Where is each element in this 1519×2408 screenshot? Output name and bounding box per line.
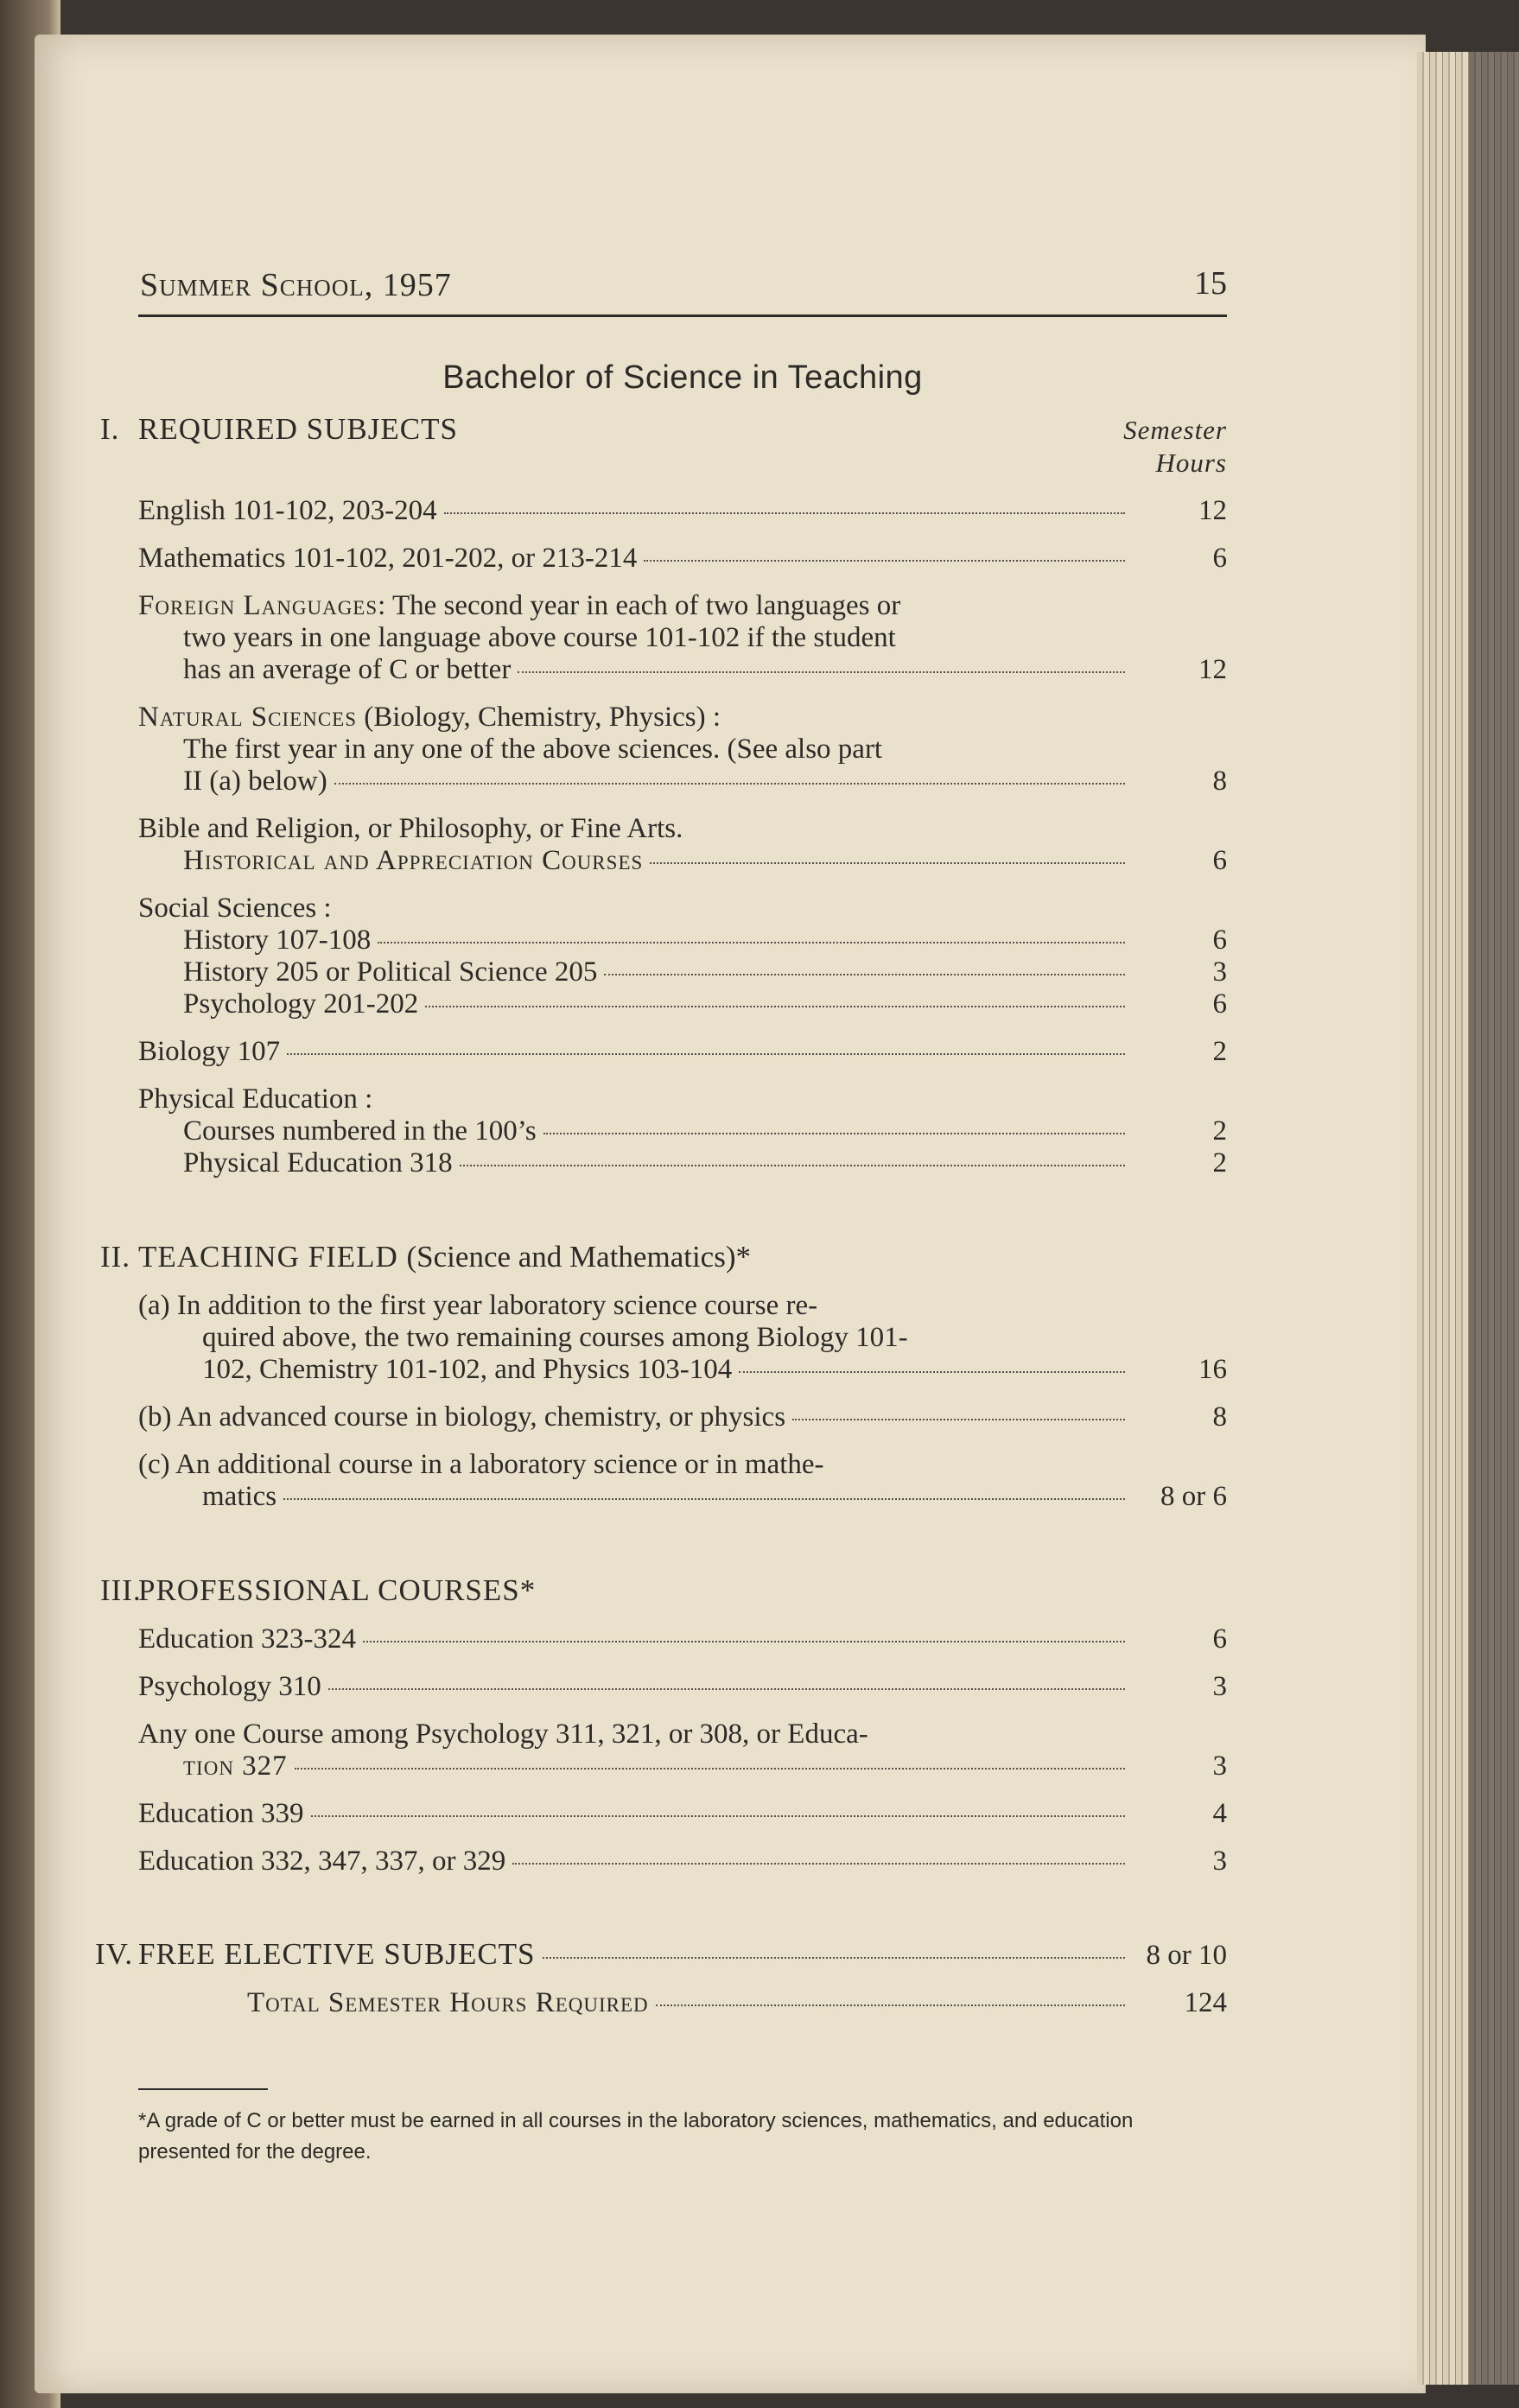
foreign-line3: has an average of C or better	[183, 654, 512, 685]
leader-dots	[512, 1863, 1125, 1865]
prof-hours: 6	[1212, 1623, 1227, 1655]
social-item-hours: 6	[1212, 988, 1227, 1020]
leader-dots	[334, 783, 1125, 785]
leader-dots	[604, 974, 1125, 975]
biology-courses: 107	[237, 1036, 281, 1067]
page-edges-shadow	[1469, 52, 1519, 2385]
foreign-label: Foreign Languages	[138, 590, 378, 621]
english-hours: 12	[1198, 495, 1227, 526]
degree-title: Bachelor of Science in Teaching	[442, 359, 923, 396]
foreign-languages-entry	[138, 590, 1227, 622]
pe-row-1	[138, 1115, 1227, 1147]
prof-row-4	[138, 1846, 1227, 1877]
teaching-b-hours: 8	[1212, 1401, 1227, 1433]
math-courses: 101-102, 201-202, or 213-214	[292, 543, 638, 574]
biology-hours: 2	[1212, 1036, 1227, 1067]
leader-dots	[311, 1815, 1125, 1817]
bible-hours: 6	[1212, 845, 1227, 876]
section-number: III.	[100, 1573, 142, 1607]
social-row-2	[138, 956, 1227, 988]
foreign-hours: 12	[1198, 654, 1227, 685]
section-title: REQUIRED SUBJECTS	[138, 412, 458, 446]
prof-courses: 332, 347, 337, or 329	[261, 1846, 506, 1877]
footnote: *A grade of C or better must be earned in all courses in the laboratory sciences, mathematics, and education presented for the degree.	[138, 2109, 1134, 2163]
header-rule	[138, 315, 1227, 317]
leader-dots	[283, 1498, 1125, 1500]
prof-hours: 3	[1212, 1846, 1227, 1877]
page-content	[95, 259, 1227, 2168]
prof-any-line1: Any one Course among Psychology 311, 321, or 308, or Educa-	[138, 1719, 868, 1750]
leader-dots	[460, 1165, 1125, 1166]
social-row-1	[138, 924, 1227, 956]
natural-line2: The first year in any one of the above sciences. (See also part	[183, 734, 883, 765]
teaching-c-hours: 8 or 6	[1160, 1481, 1227, 1512]
bible-row	[138, 845, 1227, 877]
pe-item-text: Courses numbered in the 100’s	[183, 1115, 537, 1147]
bible-line1: Bible and Religion, or Philosophy, or Fine Arts.	[138, 813, 683, 844]
prof-any-line2: tion 327	[183, 1750, 288, 1782]
social-item-text: History 205 or Political Science 205	[183, 956, 598, 988]
prof-courses: 323-324	[261, 1623, 357, 1655]
prof-courses: 339	[261, 1798, 304, 1829]
prof-label: Education	[138, 1846, 254, 1877]
hours-heading: Hours	[1155, 448, 1227, 478]
teaching-b-text: (b) An advanced course in biology, chemistry, or physics	[138, 1401, 786, 1433]
social-item-hours: 6	[1212, 924, 1227, 956]
prof-row-2	[138, 1671, 1227, 1703]
pe-item-hours: 2	[1212, 1115, 1227, 1147]
leader-dots	[295, 1768, 1125, 1769]
prof-courses: 310	[278, 1671, 321, 1702]
leader-dots	[444, 512, 1125, 514]
section-subtitle: (Science and Mathematics)*	[406, 1240, 751, 1274]
teaching-c-row	[138, 1481, 1227, 1513]
leader-dots	[644, 560, 1125, 562]
natural-label: Natural Sciences	[138, 702, 357, 733]
total-label: Total Semester Hours Required	[247, 1987, 649, 2018]
section-professional-courses	[100, 1573, 1227, 1608]
prof-label: Psychology	[138, 1671, 272, 1702]
prof-row-3	[138, 1798, 1227, 1830]
prof-label: Education	[138, 1623, 254, 1655]
natural-line1: (Biology, Chemistry, Physics) :	[364, 702, 721, 733]
leader-dots	[363, 1641, 1125, 1642]
section-teaching-field	[100, 1240, 1227, 1274]
natural-sciences-entry	[138, 702, 1227, 734]
social-row-3	[138, 988, 1227, 1020]
page-number: 15	[1194, 265, 1227, 302]
total-hours: 124	[1184, 1987, 1227, 2018]
section-number: IV.	[95, 1937, 134, 1971]
social-item-text: Psychology 201-202	[183, 988, 419, 1020]
foreign-line1: : The second year in each of two languages or	[378, 590, 901, 621]
teaching-a-line3: 102, Chemistry 101-102, and Physics 103-104	[202, 1354, 733, 1385]
pe-item-hours: 2	[1212, 1147, 1227, 1179]
leader-dots	[518, 671, 1125, 673]
biology-label: Biology	[138, 1036, 231, 1067]
math-row	[138, 543, 1227, 575]
total-row	[138, 1987, 1227, 2019]
section-title: FREE ELECTIVE SUBJECTS	[138, 1937, 536, 1971]
leader-dots	[543, 1133, 1125, 1134]
natural-line3: II (a) below)	[183, 766, 327, 797]
running-header	[138, 259, 1227, 311]
teaching-a-line1: (a) In addition to the first year laboratory science course re-	[138, 1290, 818, 1321]
pe-label: Physical Education :	[138, 1083, 373, 1115]
biology-row	[138, 1036, 1227, 1068]
leader-dots	[378, 942, 1125, 944]
pe-item-text: Physical Education 318	[183, 1147, 453, 1179]
teaching-c-line1: (c) An additional course in a laboratory science or in mathe-	[138, 1449, 824, 1480]
leader-dots	[739, 1371, 1125, 1373]
teaching-c-line2: matics	[202, 1481, 277, 1512]
foreign-line2: two years in one language above course 101-102 if the student	[183, 622, 896, 653]
leader-dots	[328, 1688, 1125, 1690]
prof-label: Education	[138, 1798, 254, 1829]
leader-dots	[425, 1006, 1125, 1007]
teaching-b-row	[138, 1401, 1227, 1433]
prof-hours: 3	[1212, 1671, 1227, 1702]
leader-dots	[650, 862, 1125, 864]
prof-any-hours: 3	[1212, 1750, 1227, 1782]
prof-row-1	[138, 1623, 1227, 1655]
prof-any-row	[138, 1750, 1227, 1782]
english-courses: 101-102, 203-204	[232, 495, 437, 526]
english-row	[138, 495, 1227, 527]
section-free-electives	[95, 1937, 1227, 1972]
free-elective-hours: 8 or 10	[1146, 1940, 1227, 1971]
leader-dots	[287, 1053, 1125, 1055]
running-title: Summer School, 1957	[140, 267, 452, 303]
section-number: II.	[100, 1240, 131, 1274]
teaching-a-line2: quired above, the two remaining courses among Biology 101-	[202, 1322, 908, 1353]
section-title: PROFESSIONAL COURSES*	[138, 1573, 537, 1607]
natural-row	[138, 766, 1227, 797]
bible-line2: Historical and Appreciation Courses	[183, 845, 644, 876]
teaching-a-row	[138, 1354, 1227, 1386]
social-item-text: History 107-108	[183, 924, 372, 956]
math-label: Mathematics	[138, 543, 286, 574]
section-number: I.	[100, 412, 120, 446]
social-item-hours: 3	[1212, 956, 1227, 988]
semester-hours-heading	[1123, 414, 1227, 480]
prof-hours: 4	[1212, 1798, 1227, 1829]
pe-row-2	[138, 1147, 1227, 1179]
semester-heading: Semester	[1123, 415, 1227, 445]
social-sciences-label: Social Sciences :	[138, 893, 332, 924]
english-label: English	[138, 495, 226, 526]
leader-dots	[792, 1419, 1125, 1420]
teaching-a-hours: 16	[1198, 1354, 1227, 1385]
section-required-subjects	[100, 412, 1227, 478]
leader-dots	[543, 1957, 1125, 1959]
section-title: TEACHING FIELD	[138, 1240, 398, 1274]
footnote-rule	[138, 2088, 268, 2090]
natural-hours: 8	[1212, 766, 1227, 797]
leader-dots	[656, 2005, 1125, 2006]
foreign-row	[138, 654, 1227, 686]
math-hours: 6	[1212, 543, 1227, 574]
